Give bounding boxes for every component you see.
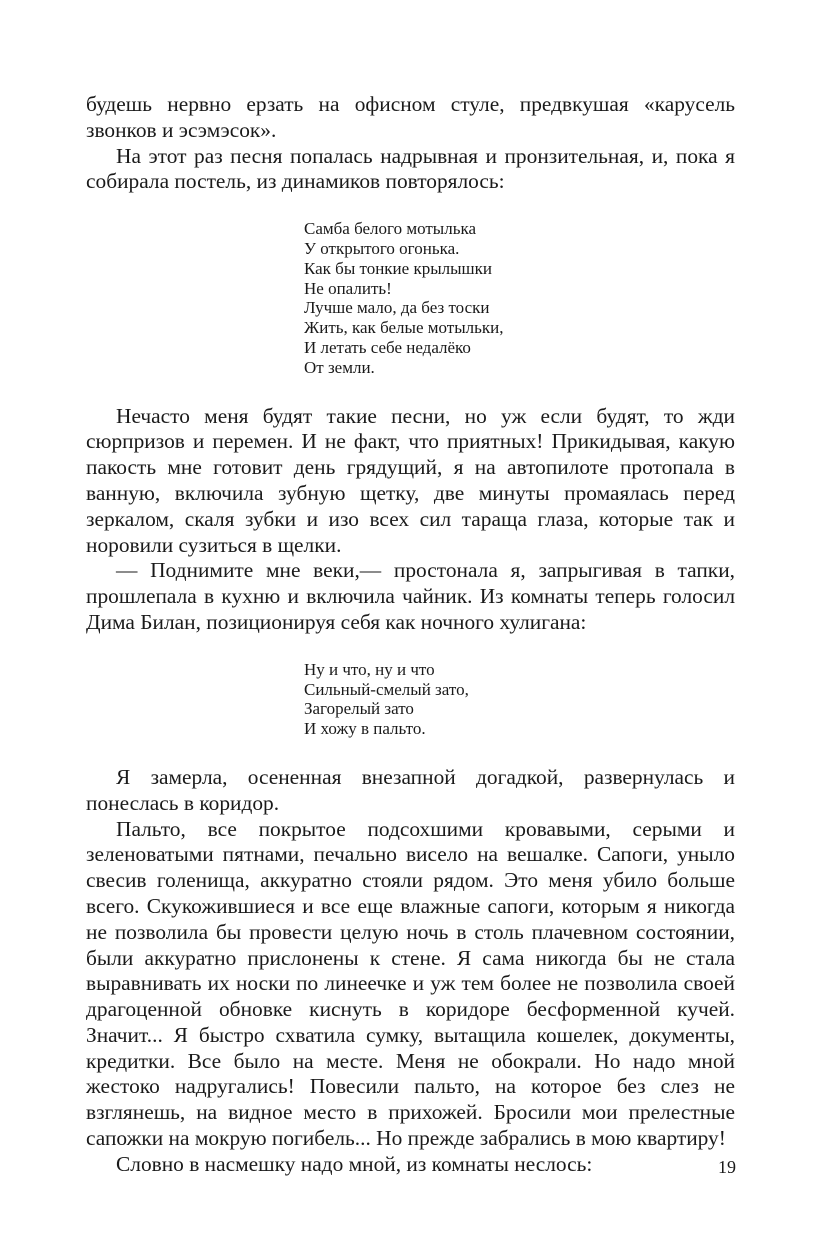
verse-line: Сильный-смелый зато, xyxy=(304,679,469,699)
paragraph-5: Я замерла, осененная внезапной догадкой, развернулась и понеслась в коридор. xyxy=(86,764,735,815)
book-page xyxy=(86,92,735,1178)
paragraph-4: — Поднимите мне веки,— простонала я, запрыгивая в тапки, прошлепала в кухню и включила чайник. Из комнаты теперь голосил Дима Билан, позиционируя себя как ночного хулигана: xyxy=(86,558,735,634)
verse-line: Не опалить! xyxy=(304,278,392,298)
page-number: 19 xyxy=(718,1157,736,1177)
verse-line: Самба белого мотылька xyxy=(304,219,477,239)
paragraph-1: будешь нервно ерзать на офисном стуле, предвкушая «карусель звонков и эсэмэсок». xyxy=(86,92,735,142)
verse-line: От земли. xyxy=(304,357,375,377)
verse-line: У открытого огонька. xyxy=(304,238,460,258)
paragraph-3: Нечасто меня будят такие песни, но уж если будят, то жди сюрпризов и перемен. И не факт, что приятных! Прикидывая, какую пакость мне готовит день грядущий, я на автопилоте протопала в ванную, включила зубную щетку, две минуты промаялась перед зеркалом, скаля зубки и изо всех сил тараща глаза, которые так и норовили сузиться в щелки. xyxy=(86,403,735,557)
verse-line: Лучше мало, да без тоски xyxy=(304,298,490,318)
verse-line: Жить, как белые мотыльки, xyxy=(304,318,504,338)
verse-line: И летать себе недалёко xyxy=(304,337,471,357)
paragraph-6: Пальто, все покрытое подсохшими кровавыми, серыми и зеленоватыми пятнами, печально висело на вешалке. Сапоги, уныло свесив голенища, аккуратно стояли рядом. Это меня убило больше всего. Скукожившиеся и все еще влажные сапоги, которым я никогда не позволила бы провести целую ночь в столь плачевном состоянии, были аккуратно прислонены к стене. Я сама никогда бы не стала выравнивать их носки по линеечке и уж тем более не позволила своей драгоценной обновке киснуть в коридоре бесформенной кучей. Значит... Я быстро схватила сумку, вытащила кошелек, документы, кредитки. Все было на месте. Меня не обокрали. Но надо мной жестоко надругались! Повесили пальто, на которое без слез не взглянешь, на видное место в прихожей. Бросили мои прелестные сапожки на мокрую погибель... Но прежде забрались в мою квартиру! xyxy=(86,816,735,1151)
paragraph-2: На этот раз песня попалась надрывная и пронзительная, и, пока я собирала постель, из динамиков повторялось: xyxy=(86,143,735,194)
verse-line: Ну и что, ну и что xyxy=(304,659,435,679)
paragraph-7: Словно в насмешку надо мной, из комнаты неслось: xyxy=(116,1151,593,1176)
verse-block-2 xyxy=(304,660,735,739)
verse-line: Загорелый зато xyxy=(304,699,414,719)
verse-block-1 xyxy=(304,219,735,377)
verse-line: Как бы тонкие крылышки xyxy=(304,258,492,278)
verse-line: И хожу в пальто. xyxy=(304,719,426,739)
